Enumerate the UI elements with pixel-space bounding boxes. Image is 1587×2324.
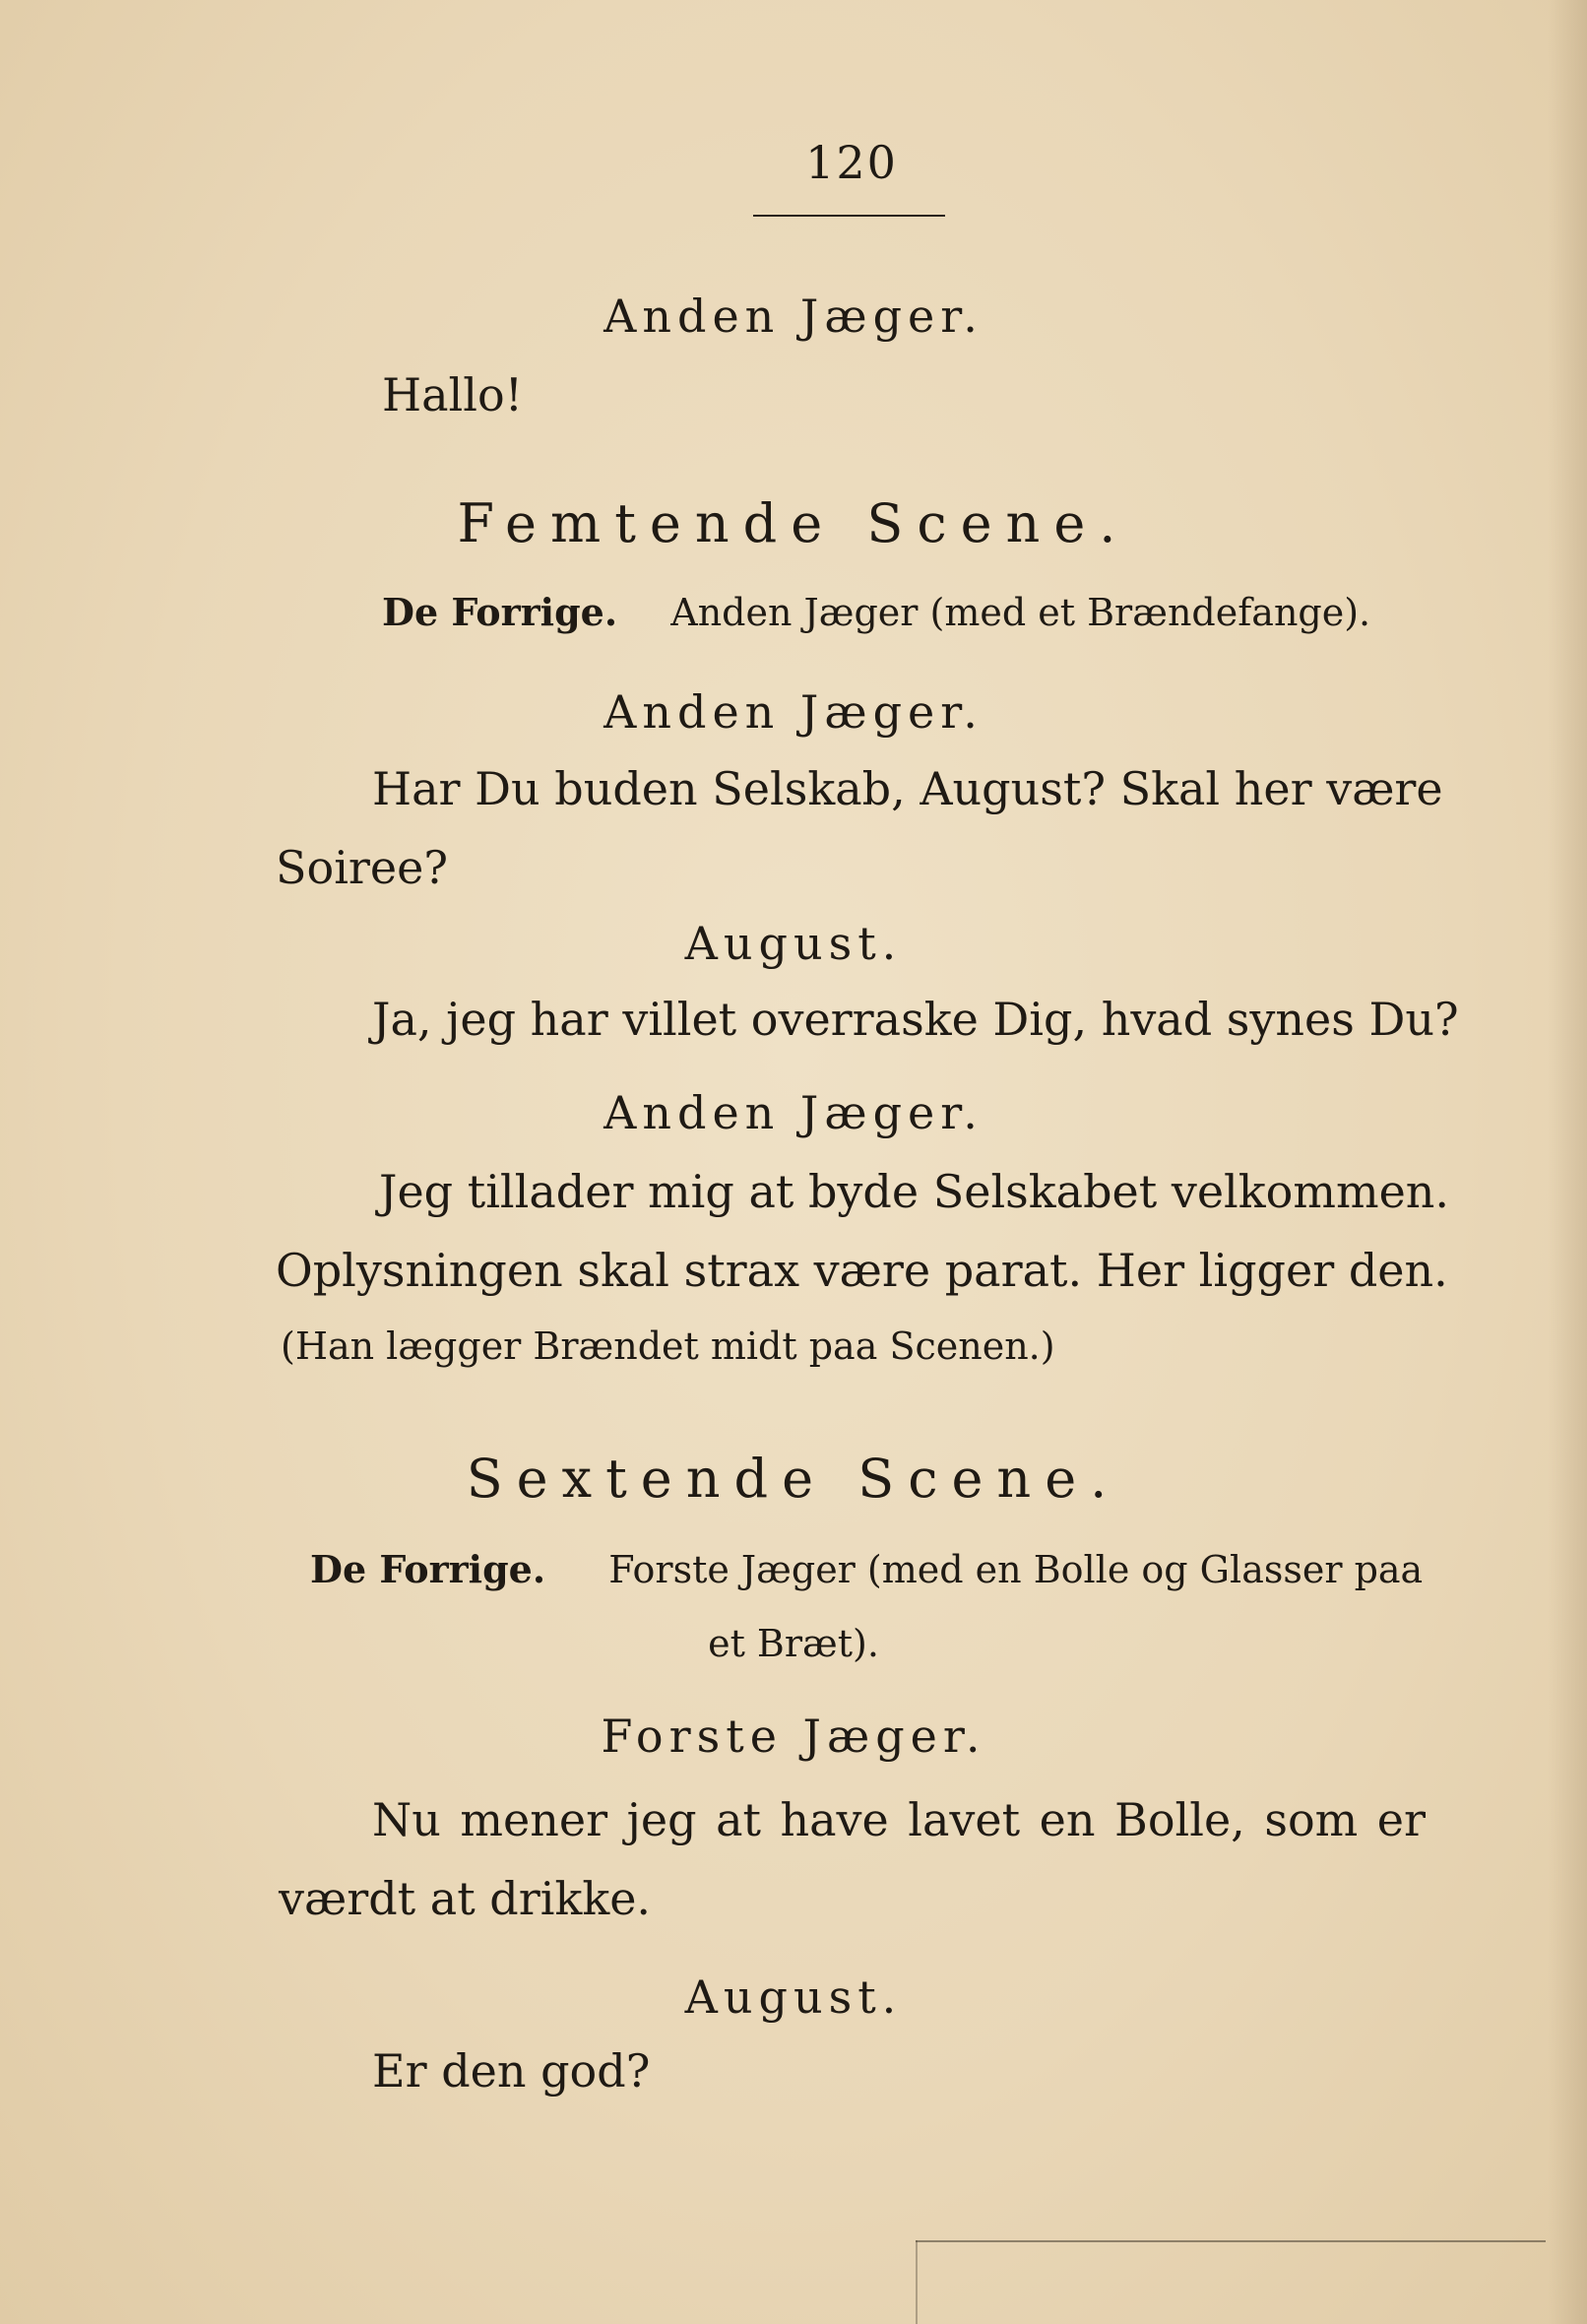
bottom-edge-mark — [916, 2240, 1546, 2242]
dialogue-line: Oplysningen skal strax være parat. Her ligger den. — [276, 1244, 1448, 1297]
stage-direction-text: Forste Jæger (med en Bolle og Glasser paa — [608, 1548, 1424, 1591]
dialogue-line: værdt at drikke. — [279, 1872, 652, 1925]
stage-direction — [310, 1547, 1424, 1591]
dialogue-line: Soiree? — [276, 841, 449, 894]
speaker-heading: August. — [684, 917, 903, 970]
stage-direction-continuation: et Bræt). — [708, 1622, 879, 1665]
stage-direction-roles: De Forrige. — [310, 1547, 546, 1591]
bottom-edge-mark-vertical — [916, 2240, 918, 2324]
header-rule — [753, 215, 945, 217]
dialogue-line: Hallo! — [382, 368, 524, 421]
stage-direction-roles: De Forrige. — [382, 590, 618, 634]
speaker-heading: Anden Jæger. — [603, 1086, 984, 1139]
dialogue-line: Er den god? — [372, 2044, 651, 2098]
stage-direction-text: Anden Jæger (med et Brændefange). — [670, 591, 1371, 634]
speaker-heading: Forste Jæger. — [601, 1710, 986, 1763]
dialogue-line: Ja, jeg har villet overraske Dig, hvad synes Du? — [372, 993, 1459, 1046]
dialogue-line: Har Du buden Selskab, August? Skal her være — [372, 762, 1443, 815]
stage-direction: (Han lægger Brændet midt paa Scenen.) — [281, 1324, 1055, 1368]
dialogue-line: Jeg tillader mig at byde Selskabet velkommen. — [379, 1165, 1450, 1218]
speaker-heading: Anden Jæger. — [603, 290, 984, 343]
scene-title: Sextende Scene. — [466, 1448, 1121, 1510]
page-number: 120 — [805, 136, 898, 189]
speaker-heading: Anden Jæger. — [603, 685, 984, 739]
scene-title: Femtende Scene. — [457, 492, 1130, 554]
stage-direction — [382, 590, 1371, 634]
dialogue-line: Nu mener jeg at have lavet en Bolle, som er — [372, 1793, 1426, 1846]
speaker-heading: August. — [684, 1970, 903, 2024]
